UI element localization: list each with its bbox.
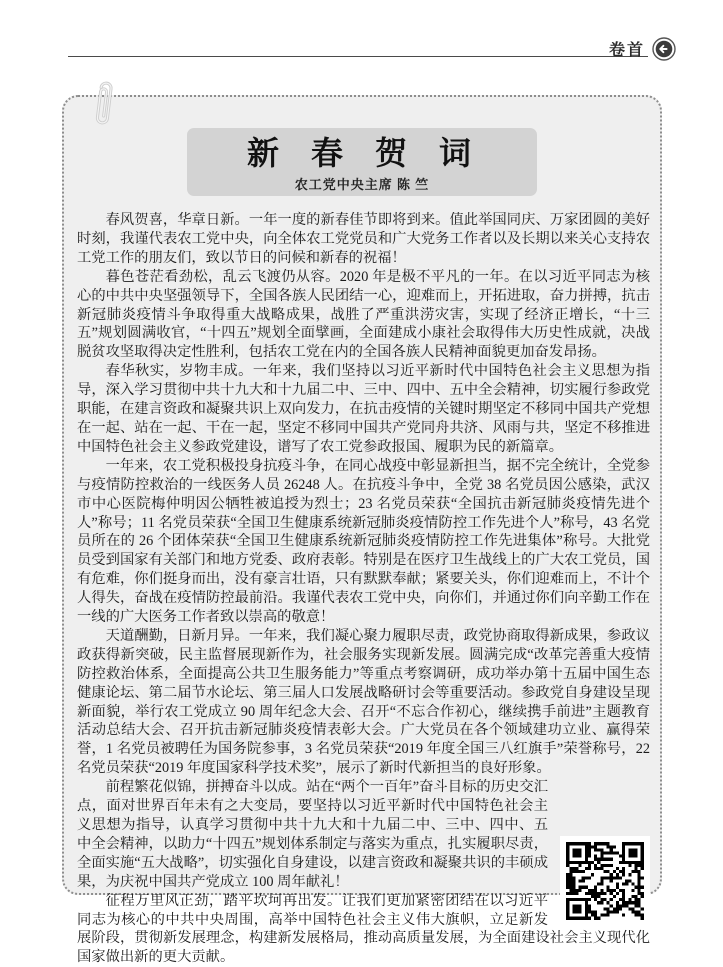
paragraph: 征程万里风正劲，踏平坎坷再出发。让我们更加紧密团结在以习近平同志为核心的中共中央周围，高举中国特色社会主义伟大旗帜，立足新发展阶段，贯彻新发展理念，构建新发展格局，推动高质量发展，为全面建设社会主义现代化国家做出新的更大贡献。 [77,892,650,966]
article-body [77,211,650,967]
paragraph: 天道酬勤，日新月异。一年来，我们凝心聚力履职尽责，政党协商取得新成果，参政议政获得新突破，民主监督展现新作为，社会服务实现新发展。圆满完成“改革完善重大疫情防控救治体系，全面提高公共卫生服务能力”等重点考察调研，成功举办第十五届中国生态健康论坛、第二届节水论坛、第三届人口发展战略研讨会等重要活动。参政党自身建设呈现新面貌，举行农工党成立 90 周年纪念大会、召开“不忘合作初心，继续携手前进”主题教育活动总结大会、召开抗击新冠肺炎疫情表彰大会。广大党员在各个领域建功立业、赢得荣誉，1 名党员被聘任为国务院参事，3 名党员荣获“2019 年度全国三八红旗手”荣誉称号，22 名党员荣获“2019 年度国家科学技术奖”，展示了新时代新担当的良好形象。 [77,627,650,777]
qr-code [560,836,650,926]
title-box [187,128,537,196]
header-rule [68,56,648,57]
back-arrow-circle-icon [652,37,676,61]
greeting-card [62,95,662,966]
paragraph: 暮色苍茫看劲松，乱云飞渡仍从容。2020 年是极不平凡的一年。在以习近平同志为核心的中共中央坚强领导下，全国各族人民团结一心，迎难而上，开拓进取，奋力拼搏，抗击新冠肺炎疫情斗争取得重大战略成果，战胜了严重洪涝灾害，实现了经济正增长，“十三五”规划圆满收官，“十四五”规划全面擘画，全面建成小康社会取得伟大历史性成就，决战脱贫攻坚取得决定性胜利，包括农工党在内的全国各族人民精神面貌更加奋发昂扬。 [77,268,650,361]
paragraph: 一年来，农工党积极投身抗疫斗争，在同心战疫中彰显新担当，据不完全统计，全党参与疫情防控救治的一线医务人员 26248 人。在抗疫斗争中，全党 38 名党员因公感染，武汉市中心医院梅仲明因公牺牲被追授为烈士；23 名党员荣获“全国抗击新冠肺炎疫情先进个人”称号；11 名党员荣获“全国卫生健康系统新冠肺炎疫情防控工作先进个人”称号，43 名党员所在的 26 个团体荣获“全国卫生健康系统新冠肺炎疫情防控工作先进集体”称号。大批党员受到国家有关部门和地方党委、政府表彰。特别是在医疗卫生战线上的广大农工党员，国有危难，你们挺身而出，没有豪言壮语，只有默默奉献；紧要关头，你们迎难而上，不计个人得失，奋战在疫情防控最前沿。我谨代表农工党中央，向你们，并通过你们向辛勤工作在一线的广大医务工作者致以崇高的敬意！ [77,457,650,626]
paragraph: 前程繁花似锦，拼搏奋斗以成。站在“两个一百年”奋斗目标的历史交汇点，面对世界百年未有之大变局，要坚持以习近平新时代中国特色社会主义思想为指导，认真学习贯彻中共十九大和十九届二中、三中、四中、五中全会精神，以助力“十四五”规划体系制定与落实为重点，扎实履职尽责，全面实施“五大战略”，切实强化自身建设，以建言资政和凝聚共识的丰硕成果，为庆祝中国共产党成立 100 周年献礼！ [77,779,548,890]
paperclip-icon [92,79,116,131]
paragraph: 春华秋实，岁物丰成。一年来，我们坚持以习近平新时代中国特色社会主义思想为指导，深入学习贯彻中共十九大和十九届二中、三中、四中、五中全会精神，切实履行参政党职能，在建言资政和凝聚共识上双向发力，在抗击疫情的关键时期坚定不移同中国共产党想在一起、站在一起、干在一起，坚定不移同中国共产党同舟共济、风雨与共，坚定不移推进中国特色社会主义参政党建设，谱写了农工党参政报国、履职为民的新篇章。 [77,363,650,455]
qr-code-svg [560,836,650,926]
paragraph: 春风贺喜，华章日新。一年一度的新春佳节即将到来。值此举国同庆、万家团圆的美好时刻，我谨代表农工党中央，向全体农工党党员和广大党务工作者以及长期以来关心支持农工党工作的朋友们，致以节日的问候和新春的祝福！ [77,212,650,266]
article-author: 农工党中央主席 陈 竺 [294,177,430,192]
section-label: 卷首 [609,42,646,59]
article-title: 新 春 贺 词 [246,135,477,171]
